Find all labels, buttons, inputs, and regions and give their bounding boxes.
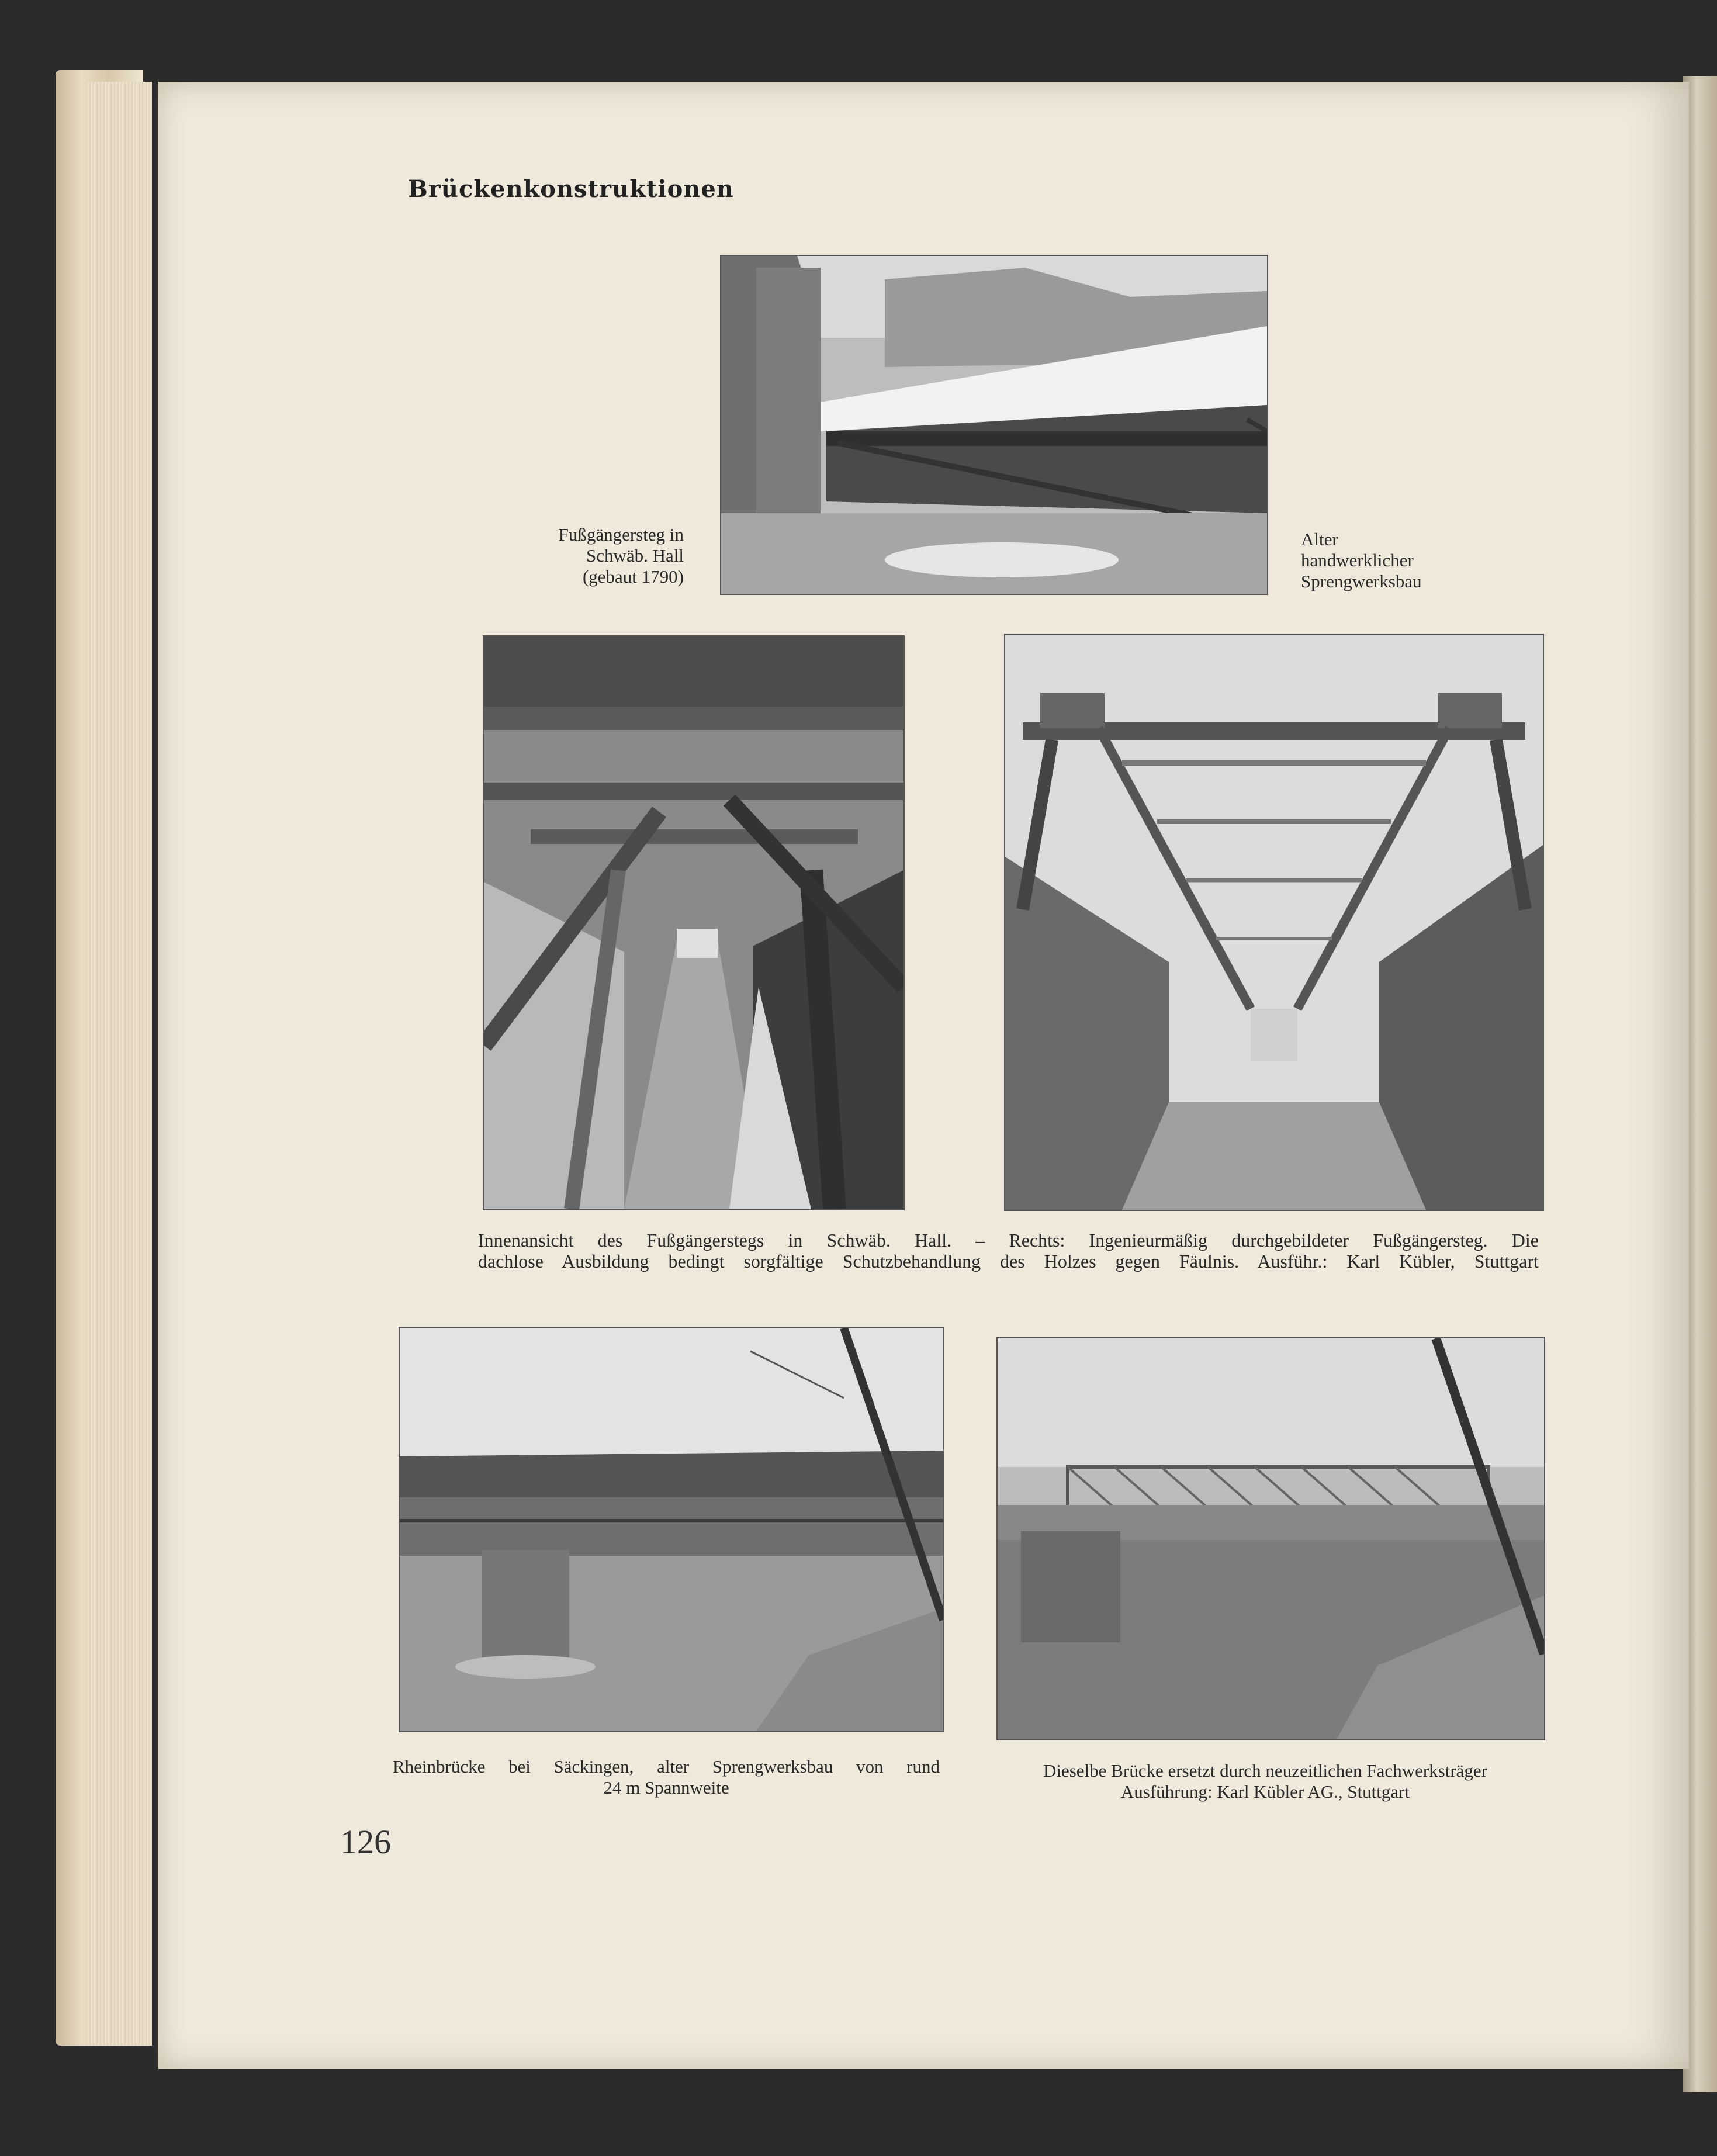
photo-image	[1005, 635, 1543, 1210]
photo-image	[721, 256, 1267, 594]
photo-covered-footbridge-exterior	[720, 255, 1268, 595]
caption-line: Dieselbe Brücke ersetzt durch neuzeitlichen Fachwerksträger	[1043, 1760, 1487, 1781]
caption-line: Innenansicht des Fußgängerstegs in Schwäb. Hall. – Rechts: Ingenieurmäßig durchgebildeter Fußgängersteg. Die	[478, 1230, 1539, 1251]
caption-line: 24 m Spannweite	[603, 1777, 729, 1798]
middle-photos-caption	[478, 1230, 1539, 1272]
top-photo-caption-right	[1301, 529, 1488, 592]
bottom-left-caption-line-2	[393, 1777, 940, 1798]
page-number: 126	[340, 1823, 391, 1861]
top-photo-caption-left	[497, 524, 684, 587]
caption-line: Rheinbrücke bei Säckingen, alter Sprengwerksbau von rund	[393, 1756, 940, 1777]
caption-line: Fußgängersteg in	[558, 524, 684, 545]
photo-image	[998, 1338, 1544, 1739]
photo-image	[484, 636, 903, 1209]
caption-line: Alter	[1301, 529, 1338, 549]
caption-line: Ausführung: Karl Kübler AG., Stuttgart	[1120, 1781, 1410, 1802]
page-title: Brückenkonstruktionen	[408, 175, 734, 203]
photo-footbridge-interior	[483, 635, 905, 1210]
page-stack-edge	[88, 82, 152, 2046]
caption-line: dachlose Ausbildung bedingt sorgfältige Schutzbehandlung des Holzes gegen Fäulnis. Ausführ.: Karl Kübler, Stuttgart	[478, 1251, 1539, 1272]
photo-rhine-bridge-truss	[996, 1337, 1545, 1740]
bottom-left-caption	[393, 1756, 940, 1777]
caption-line: (gebaut 1790)	[582, 566, 684, 587]
photo-rhine-bridge-old	[399, 1327, 944, 1732]
bottom-right-caption	[988, 1760, 1543, 1802]
caption-line: Sprengwerksbau	[1301, 571, 1422, 591]
photo-image	[400, 1328, 943, 1731]
photo-engineered-footbridge	[1004, 634, 1544, 1211]
caption-line: Schwäb. Hall	[586, 545, 684, 566]
caption-line: handwerklicher	[1301, 550, 1414, 570]
